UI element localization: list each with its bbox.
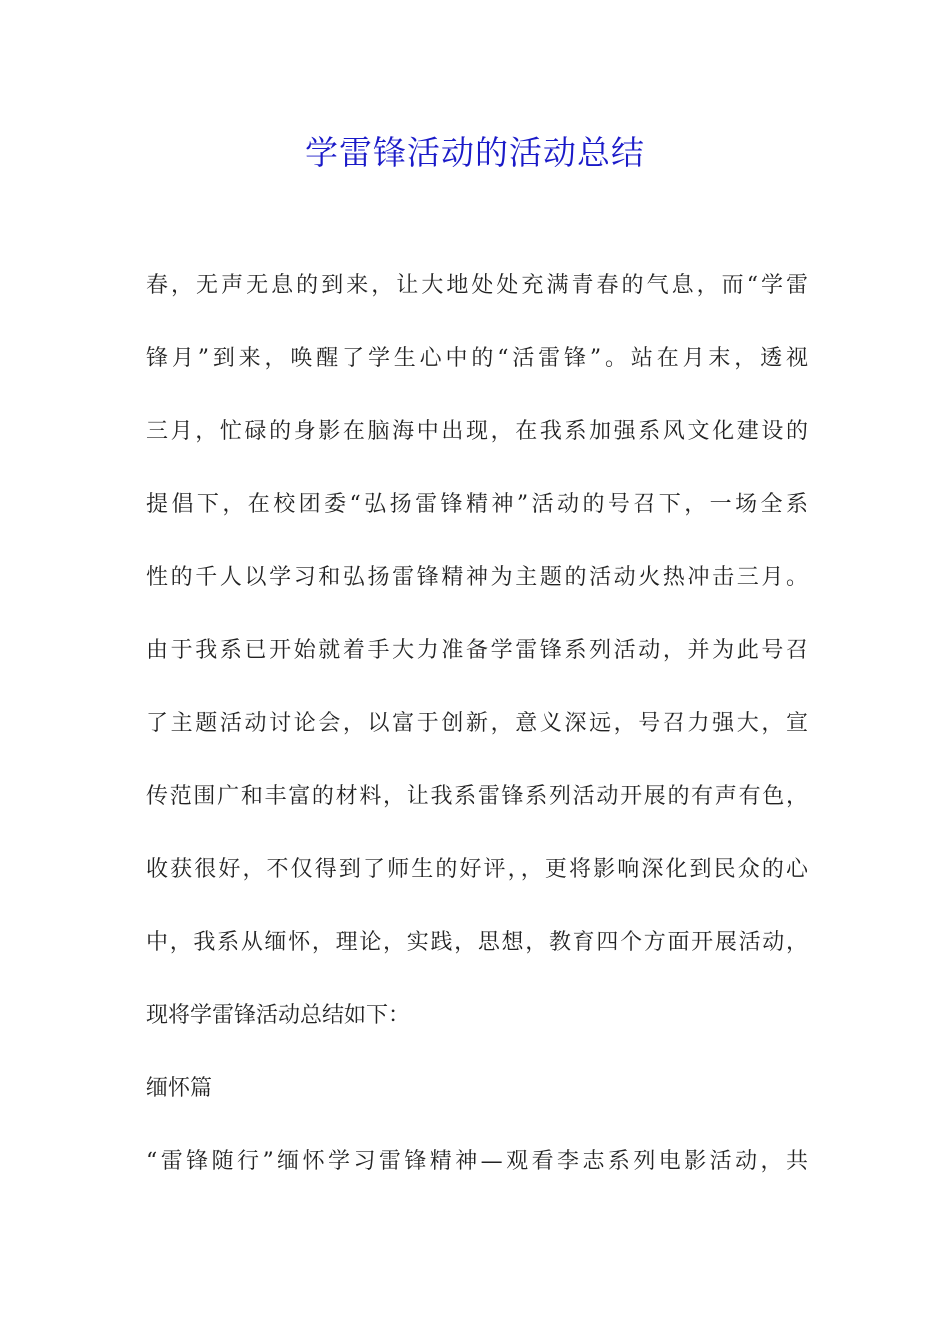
paragraph-line: 提倡下，在校团委“弘扬雷锋精神”活动的号召下，一场全系 <box>146 492 808 517</box>
paragraph-line: 传范围广和丰富的材料，让我系雷锋系列活动开展的有声有色， <box>146 784 808 809</box>
document-body <box>146 258 808 1207</box>
paragraph-line: 现将学雷锋活动总结如下： <box>146 1003 411 1028</box>
paragraph-line: 春，无声无息的到来，让大地处处充满青春的气息，而“学雷 <box>146 273 808 298</box>
paragraph-line: 性的千人以学习和弘扬雷锋精神为主题的活动火热冲击三月。 <box>146 565 808 590</box>
paragraph-line: 由于我系已开始就着手大力准备学雷锋系列活动，并为此号召 <box>146 638 808 663</box>
paragraph-line: “雷锋随行”缅怀学习雷锋精神—观看李志系列电影活动，共 <box>146 1149 808 1174</box>
section-heading: 缅怀篇 <box>146 1076 213 1101</box>
paragraph-line: 了主题活动讨论会，以富于创新，意义深远，号召力强大，宣 <box>146 711 808 736</box>
paragraph-line: 收获很好，不仅得到了师生的好评，，更将影响深化到民众的心 <box>146 857 808 882</box>
paragraph-line: 中，我系从缅怀，理论，实践，思想，教育四个方面开展活动， <box>146 930 808 955</box>
paragraph-line: 锋月”到来，唤醒了学生心中的“活雷锋”。站在月末，透视 <box>146 346 808 371</box>
paragraph-line: 三月，忙碌的身影在脑海中出现，在我系加强系风文化建设的 <box>146 419 808 444</box>
document-title: 学雷锋活动的活动总结 <box>305 133 645 172</box>
